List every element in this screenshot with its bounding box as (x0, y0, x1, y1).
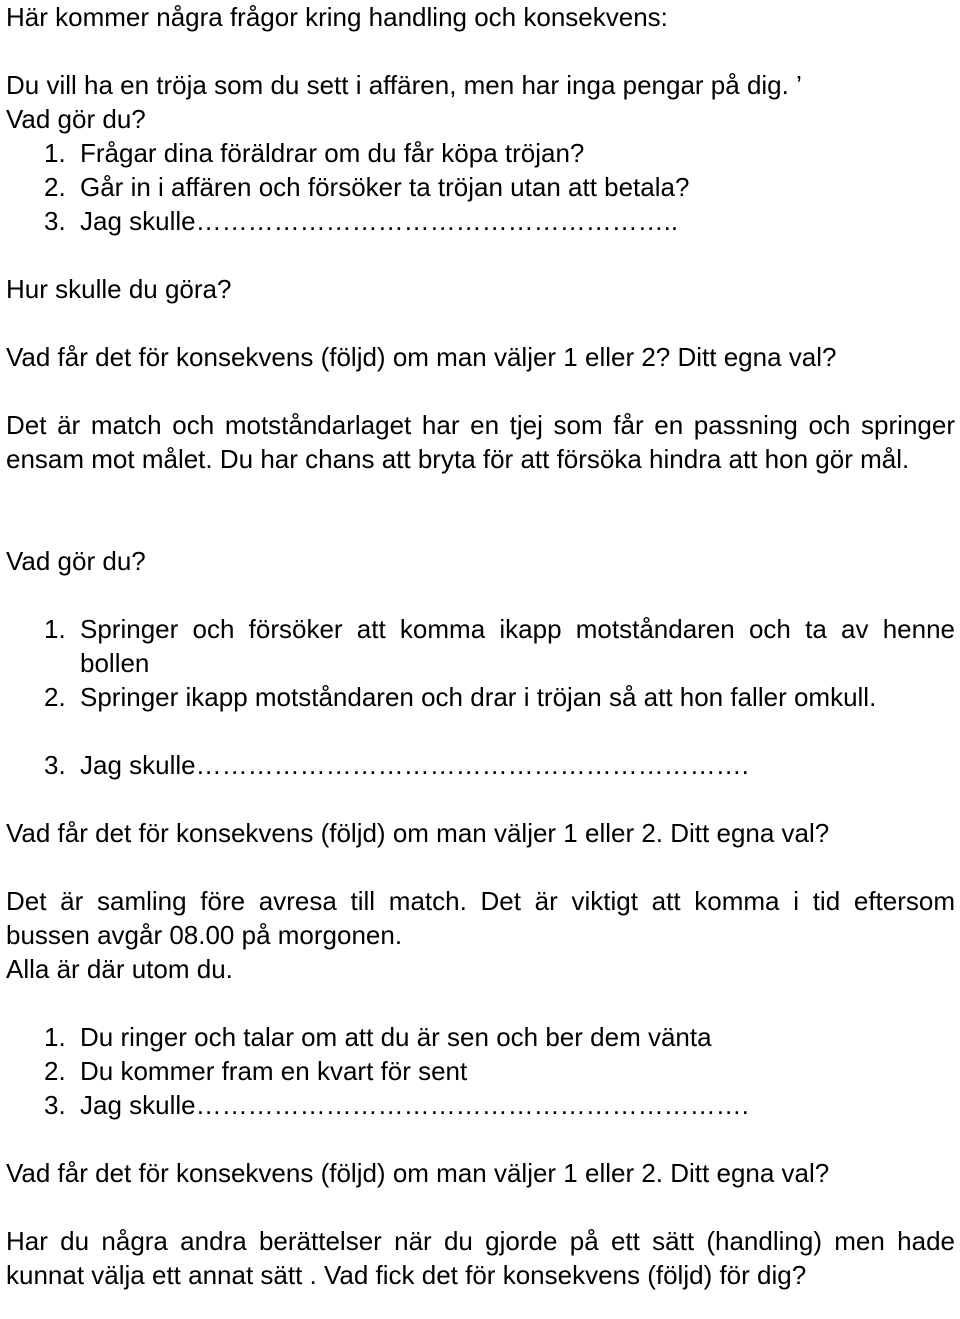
scenario2-option-1 (44, 612, 955, 680)
option-number: 1. (44, 1022, 66, 1052)
scenario1-option-1 (44, 136, 584, 170)
option-number: 1. (44, 138, 66, 168)
option-text: Springer och försöker att komma ikapp motståndaren och ta av henne bollen (80, 614, 955, 678)
closing-question: Har du några andra berättelser när du gjorde på ett sätt (handling) men hade kunnat välja ett annat sätt . Vad fick det för konsekvens (följd) för dig? (6, 1226, 955, 1290)
scenario3-text: Det är samling före avresa till match. Det är viktigt att komma i tid eftersom bussen avgår 08.00 på morgonen. (6, 886, 955, 950)
scenario1-text: Du vill ha en tröja som du sett i affären, men har inga pengar på dig. ’ (6, 70, 802, 100)
scenario3-option-1 (44, 1020, 712, 1054)
option-text: Springer ikapp motståndaren och drar i tröjan så att hon faller omkull. (80, 682, 877, 712)
scenario3-consequence: Vad får det för konsekvens (följd) om man väljer 1 eller 2. Ditt egna val? (6, 1158, 830, 1188)
option-number: 2. (44, 682, 66, 712)
scenario1-consequence: Vad får det för konsekvens (följd) om man väljer 1 eller 2? Ditt egna val? (6, 342, 837, 372)
option-text: Jag skulle………………………………………………………. (80, 750, 749, 780)
scenario3-text2: Alla är där utom du. (6, 954, 233, 984)
option-text: Du kommer fram en kvart för sent (80, 1056, 468, 1086)
option-number: 3. (44, 750, 66, 780)
scenario1-question: Vad gör du? (6, 104, 146, 134)
option-number: 3. (44, 1090, 66, 1120)
scenario2-consequence: Vad får det för konsekvens (följd) om man väljer 1 eller 2. Ditt egna val? (6, 818, 830, 848)
intro-heading: Här kommer några frågor kring handling och konsekvens: (6, 2, 668, 32)
option-number: 2. (44, 172, 66, 202)
option-number: 2. (44, 1056, 66, 1086)
scenario1-option-2 (44, 170, 689, 204)
scenario1-option-3 (44, 204, 678, 238)
option-text: Frågar dina föräldrar om du får köpa tröjan? (80, 138, 585, 168)
option-number: 3. (44, 206, 66, 236)
option-text: Jag skulle………………………………………………………. (80, 1090, 749, 1120)
scenario3-option-3 (44, 1088, 749, 1122)
option-text: Jag skulle……………………………………………….. (80, 206, 679, 236)
scenario1-how: Hur skulle du göra? (6, 274, 232, 304)
scenario2-text: Det är match och motståndarlaget har en tjej som får en passning och springer ensam mot målet. Du har chans att bryta för att försöka hindra att hon gör mål. (6, 410, 955, 474)
option-text: Går in i affären och försöker ta tröjan utan att betala? (80, 172, 690, 202)
scenario3-option-2 (44, 1054, 467, 1088)
option-number: 1. (44, 614, 66, 644)
option-text: Du ringer och talar om att du är sen och ber dem vänta (80, 1022, 712, 1052)
scenario2-option-2 (44, 680, 955, 714)
scenario2-question: Vad gör du? (6, 546, 146, 576)
scenario2-option-3 (44, 748, 749, 782)
